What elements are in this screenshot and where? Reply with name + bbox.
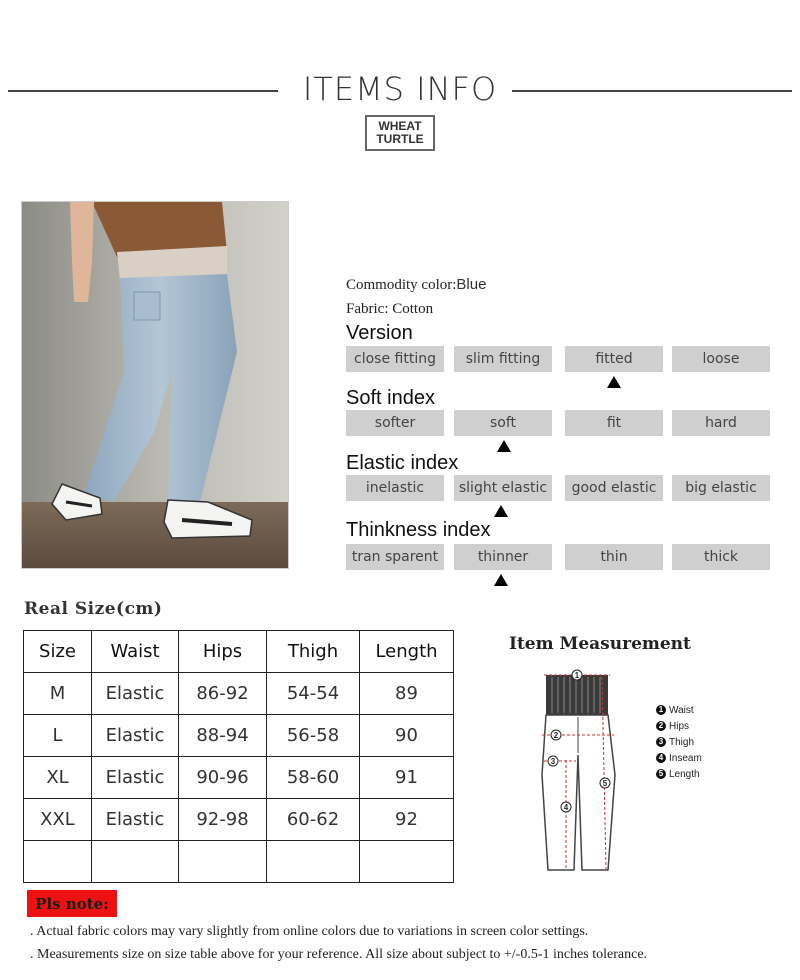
cell-length: 90 [360, 715, 454, 757]
thinkness-index-title: Thinkness index [346, 519, 491, 541]
version-selected-marker [607, 376, 621, 388]
elastic-index-option: big elastic [672, 475, 770, 501]
cell-hips: 86-92 [179, 673, 267, 715]
cell-length: 91 [360, 757, 454, 799]
brand-logo-line2: TURTLE [376, 132, 424, 146]
elastic-index-title: Elastic index [346, 452, 459, 474]
elastic-index-selected-marker [494, 505, 508, 517]
soft-index-option: hard [672, 410, 770, 436]
cell-size: L [24, 715, 92, 757]
header-length: Length [360, 631, 454, 673]
soft-index-option: soft [454, 410, 552, 436]
brand-logo-line1: WHEAT [378, 119, 422, 133]
header-size: Size [24, 631, 92, 673]
header-thigh: Thigh [267, 631, 360, 673]
version-title: Version [346, 322, 413, 344]
legend-label: Thigh [669, 736, 695, 748]
cell-length [360, 841, 454, 883]
legend-number: 1 [656, 705, 666, 715]
cell-waist: Elastic [92, 799, 179, 841]
cell-thigh: 56-58 [267, 715, 360, 757]
version-option: fitted [565, 346, 663, 372]
table-row [24, 673, 454, 715]
cell-waist [92, 841, 179, 883]
cell-waist: Elastic [92, 673, 179, 715]
legend-item [656, 750, 702, 766]
measurement-title: Item Measurement [509, 634, 691, 654]
cell-hips: 92-98 [179, 799, 267, 841]
cell-hips: 90-96 [179, 757, 267, 799]
legend-number: 2 [656, 721, 666, 731]
cell-length: 89 [360, 673, 454, 715]
thinkness-index-option: thin [565, 544, 663, 570]
measurement-legend [656, 702, 702, 782]
size-table [23, 630, 454, 883]
size-table-header-row [24, 631, 454, 673]
size-table-title: Real Size(cm) [24, 599, 163, 619]
table-row [24, 757, 454, 799]
svg-text:1: 1 [574, 671, 580, 680]
fabric [346, 301, 433, 318]
cell-size: XXL [24, 799, 92, 841]
version-options [346, 346, 772, 372]
thinkness-index-option: thick [672, 544, 770, 570]
legend-label: Length [669, 768, 700, 780]
brand-logo [365, 115, 435, 151]
version-option: loose [672, 346, 770, 372]
svg-text:4: 4 [563, 803, 569, 812]
soft-index-option: softer [346, 410, 444, 436]
product-photo [21, 201, 289, 569]
legend-item [656, 718, 702, 734]
cell-thigh: 58-60 [267, 757, 360, 799]
elastic-index-option: good elastic [565, 475, 663, 501]
thinkness-index-selected-marker [494, 574, 508, 586]
fabric-value: Cotton [392, 301, 434, 317]
elastic-index-options [346, 475, 772, 501]
thinkness-index-option: tran sparent [346, 544, 444, 570]
cell-length: 92 [360, 799, 454, 841]
legend-item [656, 766, 702, 782]
cell-size: XL [24, 757, 92, 799]
elastic-index-option: inelastic [346, 475, 444, 501]
soft-index-title: Soft index [346, 387, 435, 409]
cell-hips [179, 841, 267, 883]
cell-thigh: 54-54 [267, 673, 360, 715]
legend-item [656, 702, 702, 718]
commodity-color [346, 276, 486, 294]
table-row [24, 715, 454, 757]
cell-size [24, 841, 92, 883]
cell-hips: 88-94 [179, 715, 267, 757]
table-row [24, 799, 454, 841]
cell-waist: Elastic [92, 715, 179, 757]
legend-number: 5 [656, 769, 666, 779]
soft-index-options [346, 410, 772, 436]
header-rule-right [512, 90, 792, 92]
commodity-color-label: Commodity color: [346, 277, 457, 293]
soft-index-selected-marker [497, 440, 511, 452]
fabric-label: Fabric: [346, 301, 389, 317]
thinkness-index-options [346, 544, 772, 570]
header-hips: Hips [179, 631, 267, 673]
table-row-empty [24, 841, 454, 883]
version-option: slim fitting [454, 346, 552, 372]
svg-text:5: 5 [602, 779, 608, 788]
legend-label: Waist [669, 704, 694, 716]
legend-number: 4 [656, 753, 666, 763]
note-badge: Pls note: [27, 890, 117, 917]
commodity-color-value: Blue [456, 276, 487, 293]
cell-waist: Elastic [92, 757, 179, 799]
version-option: close fitting [346, 346, 444, 372]
legend-item [656, 734, 702, 750]
cell-size: M [24, 673, 92, 715]
header-rule-left [8, 90, 278, 92]
header-waist: Waist [92, 631, 179, 673]
thinkness-index-option: thinner [454, 544, 552, 570]
cell-thigh: 60-62 [267, 799, 360, 841]
note-line-colors: . Actual fabric colors may vary slightly from online colors due to variations in screen color settings. [30, 924, 589, 939]
elastic-index-option: slight elastic [454, 475, 552, 501]
legend-label: Hips [669, 720, 690, 732]
page-title: ITEMS INFO [302, 70, 498, 108]
soft-index-option: fit [565, 410, 663, 436]
svg-text:2: 2 [553, 731, 559, 740]
legend-label: Inseam [669, 752, 702, 764]
note-line-tolerance: . Measurements size on size table above for your reference. All size about subject to +/-0.5-1 inches tolerance. [30, 947, 648, 962]
svg-text:3: 3 [550, 757, 556, 766]
cell-thigh [267, 841, 360, 883]
legend-number: 3 [656, 737, 666, 747]
